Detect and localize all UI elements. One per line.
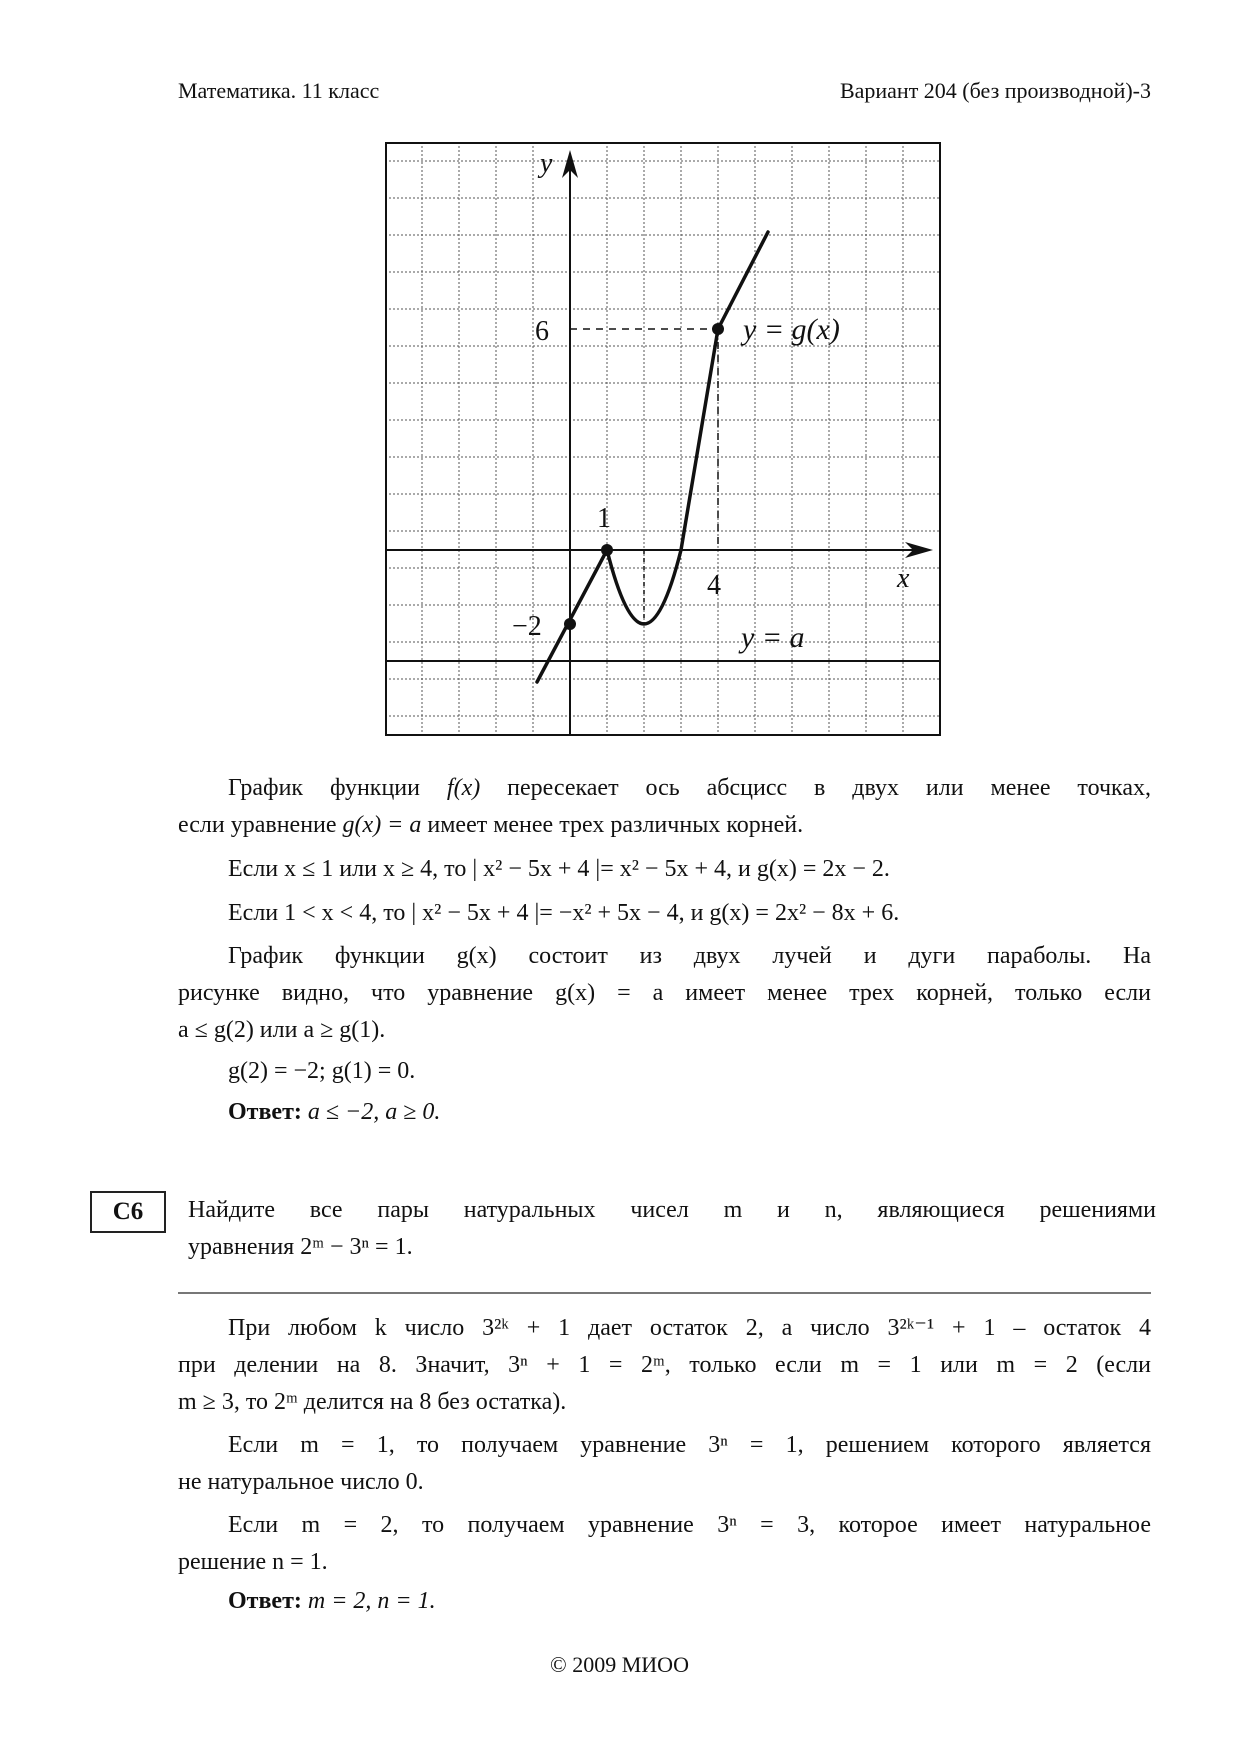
- label-y-eq-a: y = a: [741, 621, 805, 654]
- c6-para3-line2: решение n = 1.: [178, 1549, 328, 1575]
- footer-copyright: © 2009 МИОО: [550, 1652, 689, 1677]
- c5-para1-line1: [178, 770, 1151, 807]
- point-0-minus2: [564, 618, 576, 630]
- c5-text: График функции: [228, 775, 420, 801]
- function-graph: [385, 142, 941, 736]
- c5-answer: [178, 1094, 1151, 1131]
- c5-text: пересекает ось абсцисс в двух или менее точках,: [507, 775, 1151, 801]
- solution-c6: [178, 1310, 1151, 1620]
- tick-label-1: 1: [597, 503, 611, 534]
- c5-formula-gxa: g(x) = a: [342, 812, 422, 838]
- c5-formula-fx: f(x): [446, 775, 481, 801]
- graph-frame: [386, 143, 940, 735]
- c5-para4-line1: График функции g(x) состоит из двух лучей и дуги параболы. На: [228, 943, 1151, 969]
- c6-problem-line2: уравнения 2ᵐ − 3ⁿ = 1.: [188, 1234, 413, 1260]
- c5-para1-line2: [178, 807, 1151, 844]
- solution-c5: [178, 770, 1151, 1131]
- answer-value: a ≤ −2, a ≥ 0.: [307, 1099, 441, 1125]
- c6-problem-line1: Найдите все пары натуральных чисел m и n, являющиеся решениями: [188, 1197, 1156, 1223]
- point-1-0: [601, 544, 613, 556]
- c6-para1-line2: при делении на 8. Значит, 3ⁿ + 1 = 2ᵐ, только если m = 1 или m = 2 (если: [178, 1352, 1151, 1378]
- tick-label-6: 6: [535, 316, 549, 347]
- c5-text: если уравнение: [178, 812, 337, 838]
- divider-line: [178, 1292, 1151, 1294]
- grid: [385, 142, 941, 736]
- c5-text: имеет менее трех различных корней.: [427, 812, 804, 838]
- c6-answer: [178, 1583, 1151, 1620]
- y-axis-label: y: [540, 148, 553, 179]
- c5-para5: g(2) = −2; g(1) = 0.: [228, 1058, 416, 1084]
- label-g-function: y = g(x): [743, 313, 840, 346]
- c6-para1-line3: m ≥ 3, то 2ᵐ делится на 8 без остатка).: [178, 1389, 567, 1415]
- point-4-6: [712, 323, 724, 335]
- x-axis-label: x: [897, 563, 910, 594]
- tick-label-minus2: −2: [512, 611, 542, 642]
- tick-label-4: 4: [707, 570, 721, 601]
- c5-para3: Если 1 < x < 4, то | x² − 5x + 4 |= −x² + 5x − 4, и g(x) = 2x² − 8x + 6.: [228, 900, 900, 926]
- answer-value: m = 2, n = 1.: [307, 1588, 436, 1614]
- c5-para2: Если x ≤ 1 или x ≥ 4, то | x² − 5x + 4 |= x² − 5x + 4, и g(x) = 2x − 2.: [228, 856, 890, 882]
- answer-label: Ответ:: [228, 1588, 302, 1614]
- c6-para1-line1: При любом k число 3²ᵏ + 1 дает остаток 2, а число 3²ᵏ⁻¹ + 1 – остаток 4: [228, 1315, 1151, 1341]
- c6-para3-line1: Если m = 2, то получаем уравнение 3ⁿ = 3, которое имеет натуральное: [228, 1512, 1151, 1538]
- c5-para4-line2: рисунке видно, что уравнение g(x) = a имеет менее трех корней, только если: [178, 980, 1151, 1006]
- c5-para4-line3: a ≤ g(2) или a ≥ g(1).: [178, 1017, 386, 1043]
- c6-para2-line1: Если m = 1, то получаем уравнение 3ⁿ = 1, решением которого является: [228, 1432, 1151, 1458]
- problem-label-c6: C6: [90, 1191, 166, 1233]
- header-subject: Математика. 11 класс: [178, 78, 380, 103]
- answer-label: Ответ:: [228, 1099, 302, 1125]
- c6-para2-line2: не натуральное число 0.: [178, 1469, 424, 1495]
- problem-c6: [188, 1192, 1156, 1266]
- header-variant: Вариант 204 (без производной)-3: [839, 78, 1151, 103]
